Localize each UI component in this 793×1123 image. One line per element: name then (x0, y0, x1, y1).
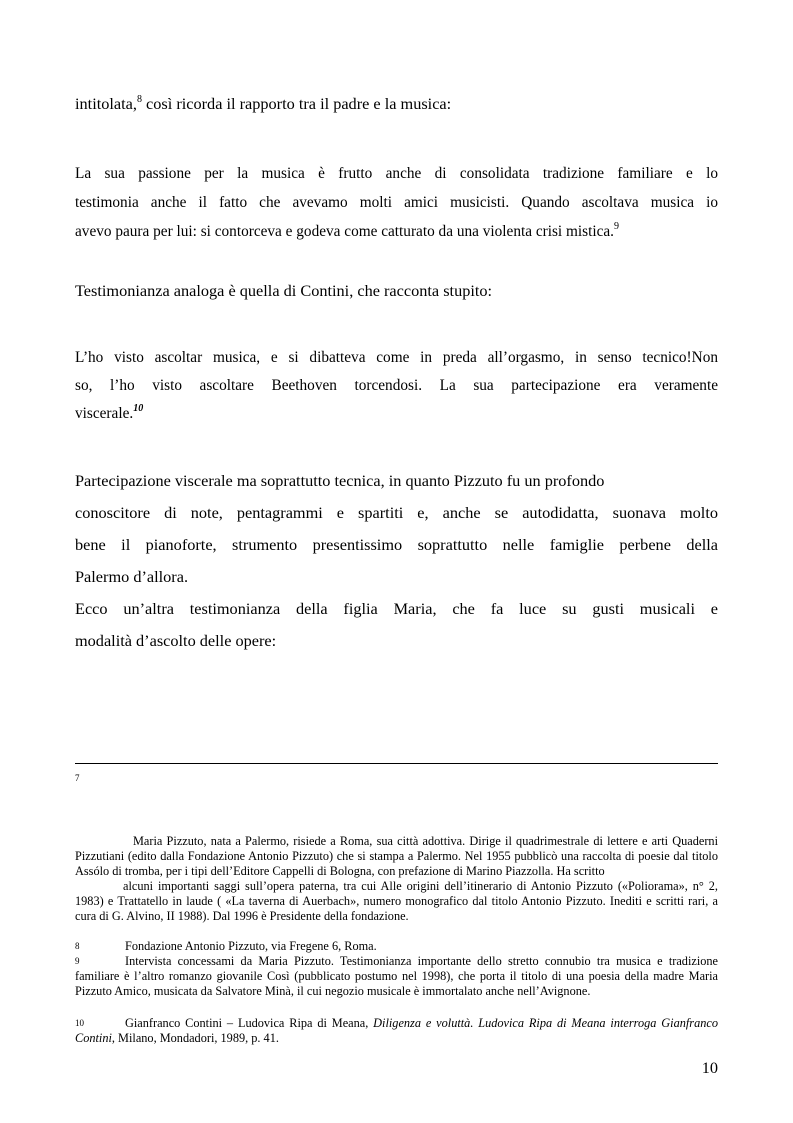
footnote-8: 8 Fondazione Antonio Pizzuto, via Fregene 6, Roma. (75, 939, 377, 953)
paragraph-testimonianza: Ecco un’altra testimonianza della figlia Maria, che fa luce su gusti musicali e modalità d’ascolto delle opere: (75, 599, 718, 650)
footnote-separator (75, 763, 718, 764)
page-number: 10 (701, 1058, 718, 1077)
paragraph-partecipazione: Partecipazione viscerale ma soprattutto tecnica, in quanto Pizzuto fu un profondo conoscitore di note, pentagrammi e spartiti e, anche se autodidatta, suonava molto bene il pianoforte, strumento presentissimo soprattutto nelle famiglie perbene della Palermo d’allora. (75, 471, 718, 586)
paragraph-intro: intitolata,$^8$ così ricorda il rapporto tra il padre e la musica: (75, 93, 452, 113)
footnote-7-number: 7 (75, 773, 80, 783)
quote-maria: La sua passione per la musica è frutto anche di consolidata tradizione familiare e lo testimonia anche il fatto che avevamo molti amici musicisti. Quando ascoltava musica io avevo paura per lui: si contorceva e godeva come catturato da una violenta crisi mistica.$^9$ (75, 165, 718, 240)
footnote-7: Maria Pizzuto, nata a Palermo, risiede a Roma, sua città adottiva. Dirige il quadrimestrale di lettere e arti Quaderni Pizzutiani (edito dalla Fondazione Antonio Pizzuto) che si stampa a Palermo. Nel 1955 pubblicò una raccolta di poesie dal titolo Assólo di tromba, per i tipi dell’Editore Cappelli di Bologna, con prefazione di Marino Piazzolla. Ha scritto alcuni importanti saggi sull’opera paterna, tra cui Alle origini dell’itinerario di Antonio Pizzuto («Poliorama», n° 2, 1983) e Trattatello in laude ( «La taverna di Auerbach», numero monografico dal titolo Antonio Pizzuto. Inediti e scritti rari, a cura di G. Alvino, II 1988). Dal 1996 è Presidente della fondazione. (75, 834, 718, 923)
footnote-ref-8: 8 (136, 93, 142, 105)
footnote-10: 10 Gianfranco Contini – Ludovica Ripa di Meana, Diligenza e voluttà. Ludovica Ripa di Meana interroga Gianfranco Contini, Milano, Mondadori, 1989, p. 41. (75, 1016, 718, 1045)
footnote-ref-10: 10 (133, 402, 144, 414)
quote-contini: L’ho visto ascoltar musica, e si dibatteva come in preda all’orgasmo, in senso tecnico!Non so, l’ho visto ascoltare Beethoven torcendosi. La sua partecipazione era veramente viscerale.$^{10}$ (75, 349, 718, 422)
footnote-ref-9: 9 (614, 220, 619, 232)
paragraph-contini-intro: Testimonianza analoga è quella di Contini, che racconta stupito: (75, 281, 493, 300)
footnote-9: 9 Intervista concessami da Maria Pizzuto. Testimonianza importante dello stretto connubio tra musica e tradizione familiare è l’altro romanzo giovanile Così (pubblicato postumo nel 1998), che porta il titolo di una poesia della madre Maria Pizzuto Amico, musicata da Salvatore Minà, il cui negozio musicale è immortalato anche nell’Avignone. (75, 954, 718, 998)
